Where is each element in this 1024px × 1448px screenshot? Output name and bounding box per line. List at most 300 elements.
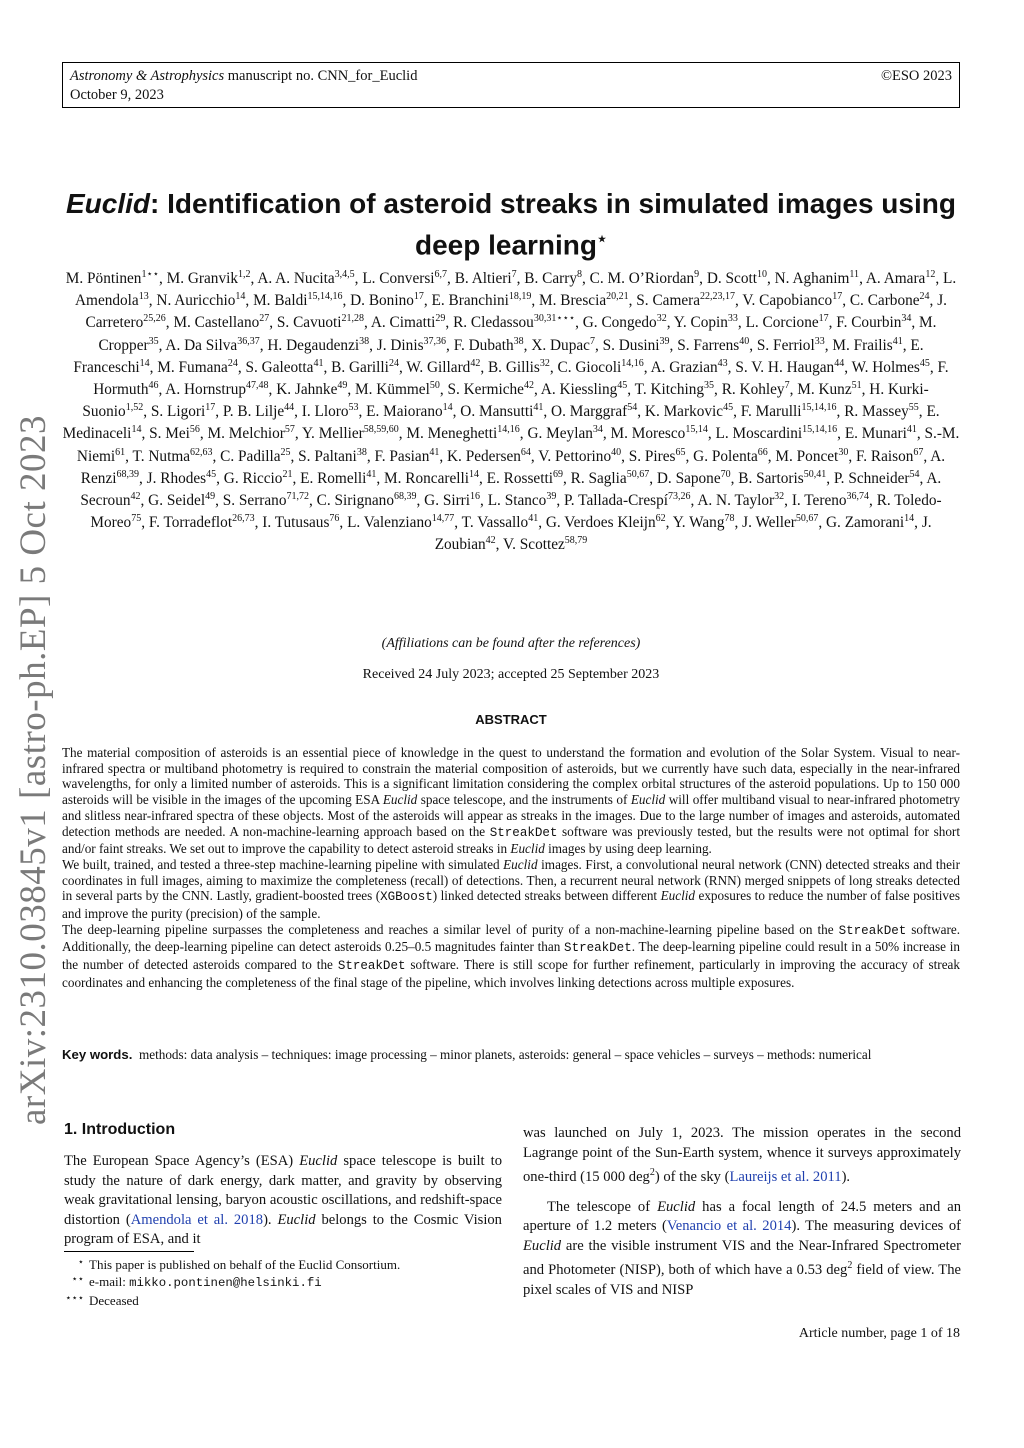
- author: [173, 314, 269, 331]
- author-name: V. Scottez: [503, 536, 565, 554]
- author: [738, 470, 826, 487]
- author-affiliation: 42: [470, 357, 481, 369]
- author-name: A. Grazian: [650, 358, 718, 376]
- author: [149, 514, 255, 531]
- author-affiliation: 44: [284, 402, 295, 414]
- title-italic: Euclid: [66, 188, 151, 219]
- author-name: A. N. Taylor: [697, 492, 775, 510]
- footnote-divider: [64, 1251, 194, 1252]
- author-affiliation: 21: [282, 468, 293, 480]
- author: [149, 425, 200, 442]
- author-affiliation: 9: [694, 268, 700, 280]
- author-name: M. Fumana: [157, 358, 228, 376]
- italic-term: Euclid: [382, 792, 418, 808]
- author-name: F. Pasian: [374, 447, 430, 465]
- keywords: [62, 1047, 960, 1063]
- author-affiliation: 8: [576, 268, 582, 280]
- author: [406, 425, 519, 442]
- author-name: O. Marggraf: [551, 403, 628, 421]
- author-affiliation: 14: [442, 402, 453, 414]
- author-affiliation: 17: [413, 291, 424, 303]
- author-affiliation: 56: [189, 424, 200, 436]
- author-name: P. Tallada-Crespí: [564, 492, 669, 510]
- author-name: Y. Copin: [673, 314, 728, 332]
- author: [253, 292, 342, 309]
- software-name: StreakDet: [489, 825, 558, 840]
- author-name: L. Moscardini: [715, 425, 803, 443]
- author-name: R. Kohley: [721, 381, 785, 399]
- left-column: [64, 1152, 502, 1250]
- author: [257, 270, 354, 287]
- author-name: F. Dubath: [453, 336, 514, 354]
- author-name: A. Cimatti: [370, 314, 436, 332]
- author-affiliation: 15,14,16: [801, 402, 837, 414]
- author-name: C. Sirignano: [316, 492, 394, 510]
- author-name: S. Pires: [628, 447, 676, 465]
- author-name: S. Mei: [149, 425, 190, 443]
- author-name: G. Polenta: [693, 447, 758, 465]
- author-name: E. Franceschi: [73, 336, 924, 376]
- author-affiliation: 37,36: [423, 335, 447, 347]
- author: [371, 314, 446, 331]
- author-name: G. Meylan: [527, 425, 593, 443]
- author: [571, 470, 650, 487]
- author-name: N. Aghanim: [774, 270, 850, 287]
- author-name: P. B. Lilje: [222, 403, 285, 421]
- footnote-marker: ⋆: [77, 1257, 84, 1268]
- author-affiliation: 17: [818, 313, 829, 325]
- author-name: R. Saglia: [570, 469, 627, 487]
- author-name: M. Frailis: [832, 336, 893, 354]
- author-name: G. Riccio: [223, 469, 283, 487]
- author-affiliation: 50,41: [803, 468, 827, 480]
- author-name: I. Tereno: [791, 492, 847, 510]
- author-name: A. Secroun: [80, 469, 942, 510]
- author-name: S. Dusini: [602, 336, 660, 354]
- author-name: M. Roncarelli: [384, 469, 470, 487]
- author-affiliation: 14: [139, 357, 150, 369]
- italic-term: Euclid: [299, 1153, 338, 1169]
- author: [856, 448, 923, 465]
- author-name: V. Capobianco: [742, 292, 833, 310]
- author-name: M. Kunz: [797, 381, 852, 399]
- page-number: Article number, page 1 of 18: [798, 1326, 960, 1341]
- author-affiliation: 24: [919, 291, 930, 303]
- author: [603, 337, 670, 354]
- author-affiliation: 14: [235, 291, 246, 303]
- author-affiliation: 75: [131, 513, 142, 525]
- author-affiliation: 54: [627, 402, 638, 414]
- author-affiliation: 42: [130, 490, 141, 502]
- author: [366, 403, 452, 420]
- author: [834, 470, 920, 487]
- author-name: I. Tutusaus: [262, 514, 330, 532]
- body-paragraph: The telescope of Euclid has a focal length of 24.5 meters and an aperture of 1.2 meters (Venancio et al. 2014). The measuring devices of Euclid are the visible instrument VIS and the Near-Infrared Spectrometer and Photometer (NISP), both of which have a 0.53 deg$^2$ field of view. The pixel scales of VIS and NISP: [523, 1198, 961, 1298]
- author-affiliation: 39: [659, 335, 670, 347]
- author: [583, 314, 667, 331]
- author: [208, 425, 295, 442]
- author-name: S. V. H. Haugan: [735, 358, 835, 376]
- author-name: M. Granvik: [166, 270, 239, 287]
- author-name: L. Corcione: [745, 314, 819, 332]
- author-name: B. Carry: [524, 270, 577, 287]
- author-name: L. Conversi: [362, 270, 435, 287]
- author-affiliation: 29: [435, 313, 446, 325]
- author-name: C. M. O’Riordan: [589, 270, 695, 287]
- author-affiliation: 39: [546, 490, 557, 502]
- author-name: B. Garilli: [331, 358, 389, 376]
- author-name: E. Medinaceli: [62, 403, 940, 443]
- italic-term: Euclid: [657, 1198, 696, 1215]
- author-name: X. Dupac: [531, 336, 590, 354]
- email-address[interactable]: mikko.pontinen@helsinki.fi: [129, 1276, 322, 1290]
- arxiv-identifier: arXiv:2310.03845v1 [astro-ph.EP] 5 Oct 2023: [13, 414, 54, 1125]
- author-name: E. Branchini: [431, 292, 509, 310]
- author-affiliation: 78: [724, 513, 735, 525]
- author-affiliation: 10: [756, 268, 767, 280]
- italic-term: Euclid: [630, 792, 666, 808]
- author-affiliation: 57: [284, 424, 295, 436]
- author-affiliation: 30: [838, 446, 849, 458]
- manuscript-number: manuscript no. CNN_for_Euclid: [227, 68, 418, 84]
- author-affiliation: 73,26: [668, 490, 691, 502]
- author: [792, 492, 869, 509]
- author: [541, 381, 628, 398]
- author: [657, 470, 731, 487]
- author-name: G. Seidel: [148, 492, 206, 510]
- author: [377, 337, 446, 354]
- author: [223, 403, 294, 420]
- author: [133, 448, 213, 465]
- author: [447, 448, 531, 465]
- author: [165, 381, 268, 398]
- author: [384, 470, 479, 487]
- author-affiliation: 50,67: [795, 513, 819, 525]
- author-affiliation: 71,72: [286, 490, 309, 502]
- author-name: E. Maiorano: [366, 403, 443, 421]
- author-affiliation: 14,16: [621, 357, 644, 369]
- author-name: F. Marulli: [740, 403, 802, 421]
- author-name: M. Baldi: [253, 292, 308, 310]
- software-name: StreakDet: [838, 923, 907, 938]
- author: [488, 492, 557, 509]
- author-name: K. Jahnke: [276, 381, 338, 399]
- author: [531, 337, 595, 354]
- author-name: M. Moresco: [610, 425, 686, 443]
- author-name: F. Courbin: [836, 314, 902, 332]
- author-name: J. Zoubian: [434, 514, 932, 554]
- author: [167, 270, 251, 287]
- intro-paragraph: The European Space Agency’s (ESA) Euclid space telescope is built to study the nature of dark energy, dark matter, and gravity by observing weak gravitational lensing, baryon acoustic oscillations, and redshift-space distortion (Amendola et al. 2018). Euclid belongs to the Cosmic Vision program of ESA, and it: [64, 1153, 502, 1248]
- author-affiliation: 33: [814, 335, 825, 347]
- author: [707, 270, 767, 287]
- author-affiliation: 14: [131, 424, 142, 436]
- author-affiliation: 61: [115, 446, 126, 458]
- author-affiliation: 47,48: [246, 379, 269, 391]
- author-name: H. Kurki-Suonio: [82, 381, 929, 421]
- author: [460, 403, 543, 420]
- author-name: W. Holmes: [851, 358, 920, 376]
- author-name: K. Pedersen: [447, 447, 521, 465]
- author: [697, 492, 784, 509]
- author-name: F. Hormuth: [93, 358, 949, 399]
- author-affiliation: 44: [834, 357, 845, 369]
- author: [347, 514, 454, 531]
- author-name: S. Ligori: [150, 403, 206, 421]
- author: [455, 270, 517, 287]
- author: [836, 314, 911, 331]
- header-date: October 9, 2023: [70, 87, 164, 103]
- author: [302, 403, 359, 420]
- author-name: M. Cropper: [98, 314, 937, 354]
- author-name: M. Meneghetti: [406, 425, 498, 443]
- author-affiliation: 6,7: [434, 268, 448, 280]
- author: [629, 448, 686, 465]
- author-name: M. Brescia: [539, 292, 607, 310]
- author-name: C. Giocoli: [557, 358, 622, 376]
- title-footnote-marker: ⋆: [597, 231, 608, 248]
- author-affiliation: 14,16: [497, 424, 520, 436]
- footnote: [60, 1292, 500, 1309]
- author-affiliation: 58,79: [564, 535, 588, 547]
- author-affiliation: 41: [533, 402, 544, 414]
- citation-link[interactable]: Venancio et al. 2014: [666, 1218, 792, 1235]
- author-affiliation: 32: [539, 357, 550, 369]
- citation-link[interactable]: Laureijs et al. 2011: [729, 1169, 842, 1186]
- author-name: R. Toledo-Moreo: [90, 492, 942, 532]
- author: [645, 403, 733, 420]
- author-affiliation: 15,14,16: [307, 291, 343, 303]
- author-affiliation: 45: [617, 379, 628, 391]
- author-name: O. Mansutti: [460, 403, 534, 421]
- author: [845, 425, 917, 442]
- author-affiliation: 13: [138, 291, 149, 303]
- author: [267, 337, 369, 354]
- author-name: M. Poncet: [775, 447, 839, 465]
- author-affiliation: 58,59,60: [363, 424, 399, 436]
- author: [844, 403, 919, 420]
- author-affiliation: 46: [148, 379, 159, 391]
- journal-header: [62, 62, 960, 108]
- author-name: N. Auricchio: [156, 292, 236, 310]
- author: [590, 270, 700, 287]
- author-affiliation: 51: [851, 379, 862, 391]
- author-affiliation: 41: [892, 335, 903, 347]
- author: [539, 292, 629, 309]
- footnote-marker: ⋆⋆: [71, 1274, 84, 1285]
- author-name: E. Romelli: [300, 469, 367, 487]
- author-name: B. Altieri: [454, 270, 512, 287]
- author-affiliation: 15,14,16: [802, 424, 838, 436]
- author-list: M. Pöntinen$^{1⋆⋆}$, M. Granvik$^{1,2}$, A. A. Nucita$^{3,4,5}$, L. Conversi$^{6,7}$, B. Altieri$^7$, B. Carry$^8$, C. M. O’Riordan$^9$, D. Scott$^{10}$, N. Aghanim$^{11}$, A. Amara$^{12}$, L. Amendola$^{13}$, N. Auricchio$^{14}$, M. Baldi$^{15,14,16}$, D. Bonino$^{17}$, E. Branchini$^{18,19}$, M. Brescia$^{20,21}$, S. Camera$^{22,23,17}$, V. Capobianco$^{17}$, C. Carbone$^{24}$, J. Carretero$^{25,26}$, M. Castellano$^{27}$, S. Cavuoti$^{21,28}$, A. Cimatti$^{29}$, R. Cledassou$^{30,31⋆⋆⋆}$, G. Congedo$^{32}$, Y. Copin$^{33}$, L. Corcione$^{17}$, F. Courbin$^{34}$, M. Cropper$^{35}$, A. Da Silva$^{36,37}$, H. Degaudenzi$^{38}$, J. Dinis$^{37,36}$, F. Dubath$^{38}$, X. Dupac$^7$, S. Dusini$^{39}$, S. Farrens$^{40}$, S. Ferriol$^{33}$, M. Frailis$^{41}$, E. Franceschi$^{14}$, M. Fumana$^{24}$, S. Galeotta$^{41}$, B. Garilli$^{24}$, W. Gillard$^{42}$, B. Gillis$^{32}$, C. Giocoli$^{14,16}$, A. Grazian$^{43}$, S. V. H. Haugan$^{44}$, W. Holmes$^{45}$, F. Hormuth$^{46}$, A. Hornstrup$^{47,48}$, K. Jahnke$^{49}$, M. Kümmel$^{50}$, S. Kermiche$^{42}$, A. Kiessling$^{45}$, T. Kitching$^{35}$, R. Kohley$^7$, M. Kunz$^{51}$, H. Kurki-Suonio$^{1,52}$, S. Ligori$^{17}$, P. B. Lilje$^{44}$, I. Lloro$^{53}$, E. Maiorano$^{14}$, O. Mansutti$^{41}$, O. Marggraf$^{54}$, K. Markovic$^{45}$, F. Marulli$^{15,14,16}$, R. Massey$^{55}$, E. Medinaceli$^{14}$, S. Mei$^{56}$, M. Melchior$^{57}$, Y. Mellier$^{58,59,60}$, M. Meneghetti$^{14,16}$, G. Meylan$^{34}$, M. Moresco$^{15,14}$, L. Moscardini$^{15,14,16}$, E. Munari$^{41}$, S.-M. Niemi$^{61}$, T. Nutma$^{62,63}$, C. Padilla$^{25}$, S. Paltani$^{38}$, F. Pasian$^{41}$, K. Pedersen$^{64}$, V. Pettorino$^{40}$, S. Pires$^{65}$, G. Polenta$^{66}$, M. Poncet$^{30}$, F. Raison$^{67}$, A. Renzi$^{68,39}$, J. Rhodes$^{45}$, G. Riccio$^{21}$, E. Romelli$^{41}$, M. Roncarelli$^{14}$, E. Rossetti$^{69}$, R. Saglia$^{50,67}$, D. Sapone$^{70}$, B. Sartoris$^{50,41}$, P. Schneider$^{54}$, A. Secroun$^{42}$, G. Seidel$^{49}$, S. Serrano$^{71,72}$, C. Sirignano$^{68,39}$, G. Sirri$^{16}$, L. Stanco$^{39}$, P. Tallada-Crespí$^{73,26}$, A. N. Taylor$^{32}$, I. Tereno$^{36,74}$, R. Toledo-Moreo$^{75}$, F. Torradeflot$^{26,73}$, I. Tutusaus$^{76}$, L. Valenziano$^{14,77}$, T. Vassallo$^{41}$, G. Verdoes Kleijn$^{62}$, Y. Wang$^{78}$, J. Weller$^{50,67}$, G. Zamorani$^{14}$, J. Zoubian$^{42}$, V. Scottez$^{58,79}$: [62, 268, 960, 554]
- author-affiliation: 18,19: [508, 291, 532, 303]
- author: [826, 514, 914, 531]
- author-name: I. Lloro: [301, 403, 349, 421]
- author-name: B. Gillis: [487, 358, 540, 376]
- author-name: C. Carbone: [849, 292, 920, 310]
- author-affiliation: 62: [655, 513, 666, 525]
- author-affiliation: 40: [739, 335, 750, 347]
- author-affiliation: 45: [919, 357, 930, 369]
- keywords-label: Key words.: [62, 1047, 133, 1062]
- author-name: L. Stanco: [487, 492, 547, 510]
- author-affiliation: 67: [913, 446, 924, 458]
- italic-term: Euclid: [503, 856, 538, 872]
- author-affiliation: 38: [513, 335, 524, 347]
- author: [488, 359, 550, 376]
- author-affiliation: 50,67: [626, 468, 650, 480]
- author: [224, 470, 293, 487]
- author: [374, 448, 439, 465]
- author: [852, 359, 930, 376]
- author: [742, 514, 818, 531]
- author-name: M. Pöntinen: [65, 270, 142, 287]
- author-affiliation: 42: [523, 379, 534, 391]
- author: [611, 425, 708, 442]
- affiliations-note: (Affiliations can be found after the references): [381, 636, 641, 651]
- author-affiliation: 55: [908, 402, 919, 414]
- author-affiliation: 50: [429, 379, 440, 391]
- author-name: A. Da Silva: [165, 336, 238, 354]
- author-name: H. Degaudenzi: [267, 336, 360, 354]
- author-name: A. Amara: [865, 270, 926, 287]
- author-name: E. Rossetti: [486, 469, 553, 487]
- author-name: S. Serrano: [222, 492, 287, 510]
- footnote-text: This paper is published on behalf of the Euclid Consortium.: [89, 1257, 401, 1272]
- author-name: L. Valenziano: [347, 514, 432, 532]
- author: [742, 292, 842, 309]
- author-affiliation: 34: [592, 424, 603, 436]
- author-affiliation: 38: [356, 446, 367, 458]
- author-affiliation: 1⋆⋆: [141, 268, 159, 280]
- author-affiliation: 20,21: [606, 291, 629, 303]
- author-name: J. Weller: [742, 514, 796, 532]
- author-name: A. Kiessling: [540, 381, 618, 399]
- author-affiliation: 68,39: [393, 490, 417, 502]
- author: [673, 514, 735, 531]
- author: [262, 514, 339, 531]
- author-affiliation: 70: [720, 468, 731, 480]
- copyright: ©ESO 2023: [880, 68, 952, 84]
- author: [355, 381, 440, 398]
- author-affiliation: 27: [259, 313, 270, 325]
- footnote-text: Deceased: [89, 1293, 139, 1308]
- title-text: : Identification of asteroid streaks in simulated images using deep learning: [150, 188, 956, 261]
- author-name: M. Melchior: [207, 425, 285, 443]
- author: [223, 492, 309, 509]
- author-affiliation: 32: [656, 313, 667, 325]
- author-name: M. Castellano: [173, 314, 260, 332]
- author: [527, 425, 602, 442]
- author-affiliation: 36,37: [237, 335, 260, 347]
- author-affiliation: 12: [925, 268, 936, 280]
- author: [775, 448, 848, 465]
- author-name: M. Kümmel: [355, 381, 430, 399]
- author: [147, 470, 217, 487]
- author-affiliation: 14: [469, 468, 480, 480]
- author-name: S. Farrens: [677, 336, 740, 354]
- author: [165, 337, 259, 354]
- abstract-paragraph: We built, trained, and tested a three-step machine-learning pipeline with simulated Euclid images. First, a convolutional neural network (CNN) detected streaks and their coordinates in full images, aiming to maximize the completeness (recall) of detections. Then, a recurrent neural network (RNN) merged snippets of long streaks detected in several parts by the CNN. Lastly, gradient-boosted trees (XGBoost) linked detected streaks between different Euclid exposures to reduce the number of false positives and improve the purity (precision) of the sample.: [62, 856, 960, 922]
- author: [722, 381, 790, 398]
- author-affiliation: 69: [552, 468, 563, 480]
- author-affiliation: 15,14: [685, 424, 708, 436]
- author: [503, 536, 587, 553]
- author: [551, 403, 637, 420]
- author-affiliation: 24: [227, 357, 238, 369]
- author-name: V. Pettorino: [538, 447, 612, 465]
- author-affiliation: 66: [757, 446, 768, 458]
- author: [157, 359, 238, 376]
- italic-term: Euclid: [523, 1237, 562, 1254]
- author-name: S. Ferriol: [756, 336, 815, 354]
- author: [636, 292, 735, 309]
- author-name: R. Cledassou: [453, 314, 534, 332]
- author-name: J. Dinis: [376, 336, 424, 354]
- author-name: S. Kermiche: [447, 381, 524, 399]
- citation-link[interactable]: Amendola et al. 2018: [130, 1211, 264, 1228]
- abstract-paragraph: The material composition of asteroids is an essential piece of knowledge in the quest to understand the formation and evolution of the Solar System. Visual to near-infrared spectra or multiband photometry is required to constrain the material composition of asteroids, but we currently have such data, especially in the near-infrared wavelengths, for only a limited number of asteroids. This is a significant limitation considering the complex orbital structures of the asteroid populations. Up to 150 000 asteroids will be visible in the images of the upcoming ESA Euclid space telescope, and the instruments of Euclid will offer multiband visual to near-infrared photometry and slitless near-infrared spectra of these objects. Most of the asteroids will appear as streaks in the images. Due to the large number of images and asteroids, automated detection methods are needed. A non-machine-learning approach based on the StreakDet software was previously tested, but the results were not optimal for short and/or faint streaks. We set out to improve the capability to detect asteroid streaks in Euclid images by using deep learning.: [62, 745, 960, 857]
- author-name: F. Raison: [855, 447, 914, 465]
- received-date: Received 24 July 2023; accepted 25 September 2023: [362, 667, 660, 682]
- paper-title: [62, 186, 960, 263]
- abstract: [62, 745, 960, 991]
- author: [424, 492, 480, 509]
- author-affiliation: 49: [337, 379, 348, 391]
- author-name: T. Kitching: [634, 381, 705, 399]
- keywords-text: methods: data analysis – techniques: image processing – minor planets, asteroids: general – space vehicles – surveys – methods: numerical: [138, 1047, 872, 1062]
- author-name: K. Markovic: [644, 403, 724, 421]
- author: [757, 337, 825, 354]
- author-name: G. Verdoes Kleijn: [545, 514, 656, 532]
- author: [538, 448, 621, 465]
- author-affiliation: 7: [784, 379, 790, 391]
- author: [148, 492, 215, 509]
- author-affiliation: 35: [704, 379, 715, 391]
- author-affiliation: 30,31⋆⋆⋆: [533, 313, 576, 325]
- author-affiliation: 32: [774, 490, 785, 502]
- author-name: A. A. Nucita: [257, 270, 335, 287]
- author-name: L. Amendola: [75, 270, 957, 310]
- section-heading: 1. Introduction: [64, 1121, 176, 1138]
- author-affiliation: 14,77: [431, 513, 455, 525]
- journal-name: Astronomy & Astrophysics: [70, 68, 225, 84]
- author: [832, 337, 902, 354]
- author-affiliation: 42: [485, 535, 496, 547]
- author-affiliation: 21,28: [341, 313, 365, 325]
- author-name: S. Paltani: [298, 447, 357, 465]
- author: [302, 425, 399, 442]
- author-name: G. Congedo: [582, 314, 657, 332]
- author-name: P. Schneider: [833, 469, 910, 487]
- author: [454, 337, 524, 354]
- author-affiliation: 33: [727, 313, 738, 325]
- author-affiliation: 41: [528, 513, 539, 525]
- italic-term: Euclid: [277, 1211, 316, 1228]
- author-affiliation: 62,63: [190, 446, 213, 458]
- author-name: W. Gillard: [406, 358, 471, 376]
- author: [350, 292, 424, 309]
- author-affiliation: 1,2: [238, 268, 251, 280]
- author: [741, 403, 837, 420]
- author: [453, 314, 575, 331]
- abstract-paragraph: The deep-learning pipeline surpasses the completeness and reaches a similar level of purity of a non-machine-learning pipeline based on the StreakDet software. Additionally, the deep-learning pipeline can detect asteroids 0.25–0.5 magnitudes fainter than StreakDet. The deep-learning pipeline could result in a 50% increase in the number of detected asteroids compared to the StreakDet software. There is still scope for further refinement, particularly in improving the accuracy of streak coordinates and enhancing the completeness of the final stage of the pipeline, which involves linking detections across multiple exposures.: [62, 921, 961, 990]
- footnotes: [60, 1256, 500, 1309]
- author: [246, 359, 324, 376]
- author-affiliation: 17: [832, 291, 843, 303]
- author: [564, 492, 691, 509]
- author-name: S. Galeotta: [245, 358, 314, 376]
